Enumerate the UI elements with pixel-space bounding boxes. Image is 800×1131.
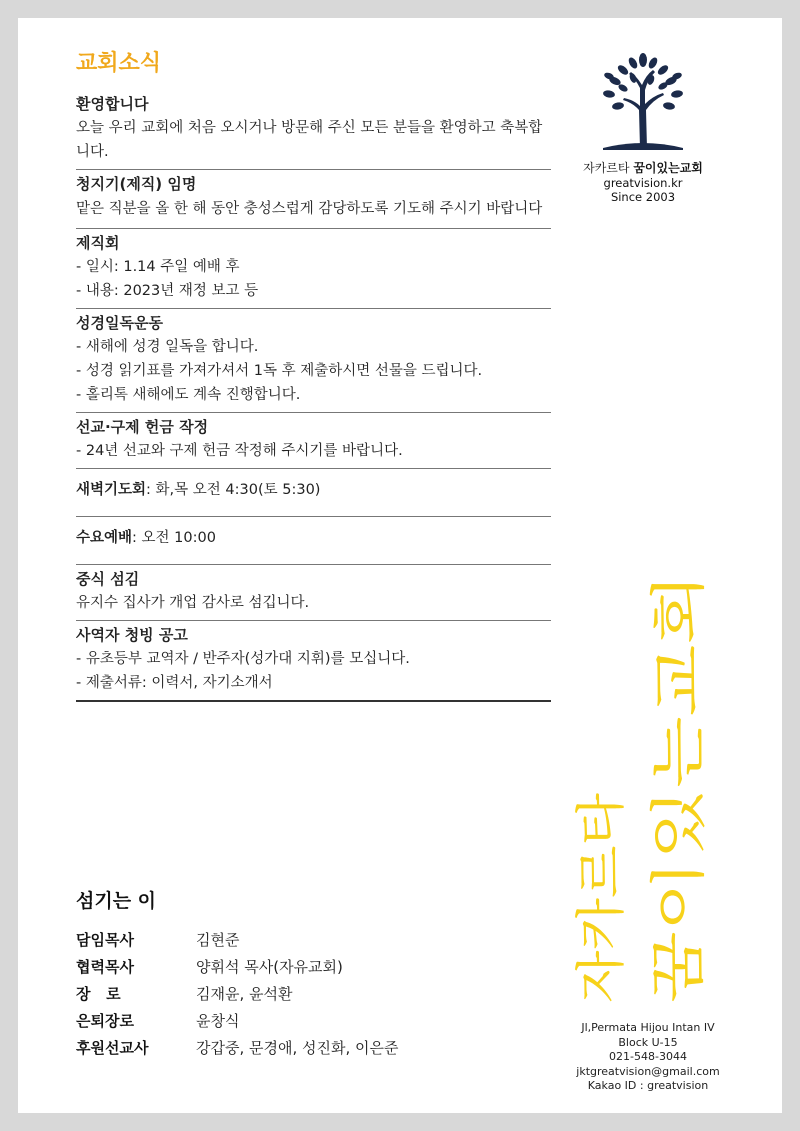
contact-phone: 021-548-3044 [609, 1050, 687, 1063]
section-title: 중식 섬김 [76, 570, 140, 588]
server-names: 윤창식 [196, 1012, 240, 1030]
server-row [76, 981, 536, 1008]
server-names: 양휘석 목사(자유교회) [196, 958, 343, 976]
news-title: 교회소식 [76, 51, 162, 76]
section-title: 사역자 청빙 공고 [76, 626, 188, 644]
contact-address: Jl,Permata Hijou Intan IV [581, 1021, 715, 1034]
section-wednesday-service [76, 517, 551, 565]
list-item: - 새해에 성경 일독을 합니다. [76, 339, 259, 355]
server-role: 담임목사 [76, 931, 134, 949]
server-role: 후원선교사 [76, 1039, 149, 1057]
server-role: 은퇴장로 [76, 1012, 134, 1030]
news-sections [76, 90, 551, 702]
contact-email: jktgreatvision@gmail.com [576, 1064, 720, 1078]
section-title: 성경일독운동 [76, 314, 163, 332]
church-logo [578, 48, 708, 204]
section-lunch-serving [76, 565, 551, 621]
contact-block: Block U-15 [618, 1035, 678, 1049]
servers-title: 섬기는 이 [76, 890, 157, 912]
server-role: 장 로 [76, 985, 121, 1003]
section-steward [76, 170, 551, 229]
list-item: - 24년 선교와 구제 헌금 작정해 주시기를 바랍니다. [76, 443, 403, 459]
list-item: - 성경 읽기표를 가져가셔서 1독 후 제출하시면 선물을 드립니다. [76, 363, 483, 379]
section-inline: 새벽기도회: 화,목 오전 4:30(토 5:30) [76, 482, 321, 498]
contact-kakao: Kakao ID : greatvision [587, 1079, 709, 1092]
list-item: - 일시: 1.14 주일 예배 후 [76, 259, 240, 275]
section-title: 제직회 [76, 234, 120, 252]
server-row [76, 1035, 536, 1062]
section-offering-pledge [76, 413, 551, 469]
section-welcome [76, 90, 551, 170]
section-recruitment [76, 621, 551, 702]
servers-section [76, 886, 536, 1062]
server-role: 협력목사 [76, 958, 134, 976]
bulletin-page [18, 18, 782, 1113]
section-title: 선교·구제 헌금 작정 [76, 418, 209, 436]
section-dawn-prayer [76, 469, 551, 517]
server-names: 강갑중, 문경애, 성진화, 이은준 [196, 1039, 399, 1057]
list-item: - 홀리톡 새해에도 계속 진행합니다. [76, 387, 301, 403]
logo-name: 자카르타 꿈이있는교회 [583, 161, 703, 175]
list-item: - 내용: 2023년 재정 보고 등 [76, 283, 259, 299]
section-title: 청지기(제직) 임명 [76, 175, 197, 193]
logo-site: greatvision.kr [603, 176, 683, 190]
tree-icon [593, 48, 693, 153]
section-council [76, 229, 551, 309]
vertical-church-name [558, 568, 728, 1008]
vertical-title-line1: 자카르타 [572, 809, 630, 1003]
server-row [76, 954, 536, 981]
list-item: - 제출서류: 이력서, 자기소개서 [76, 675, 273, 691]
section-title: 환영합니다 [76, 95, 149, 113]
section-bible-reading [76, 309, 551, 413]
server-row [76, 1008, 536, 1035]
section-text: 유지수 집사가 개업 감사로 섬깁니다. [76, 595, 310, 611]
server-row [76, 927, 536, 954]
server-names: 김재윤, 윤석환 [196, 985, 293, 1003]
section-text: 맡은 직분을 올 한 해 동안 충성스럽게 감당하도록 기도해 주시기 바랍니다 [76, 201, 543, 217]
contact-info [558, 1021, 738, 1094]
vertical-title-line2: 꿈이있는교회 [647, 678, 712, 1003]
logo-since: Since 2003 [610, 190, 676, 204]
section-inline: 수요예배: 오전 10:00 [76, 530, 216, 546]
list-item: - 유초등부 교역자 / 반주자(성가대 지휘)를 모십니다. [76, 651, 410, 667]
section-text: 오늘 우리 교회에 처음 오시거나 방문해 주신 모든 분들을 환영하고 축복합니다. [76, 120, 543, 160]
server-names: 김현준 [196, 931, 240, 949]
